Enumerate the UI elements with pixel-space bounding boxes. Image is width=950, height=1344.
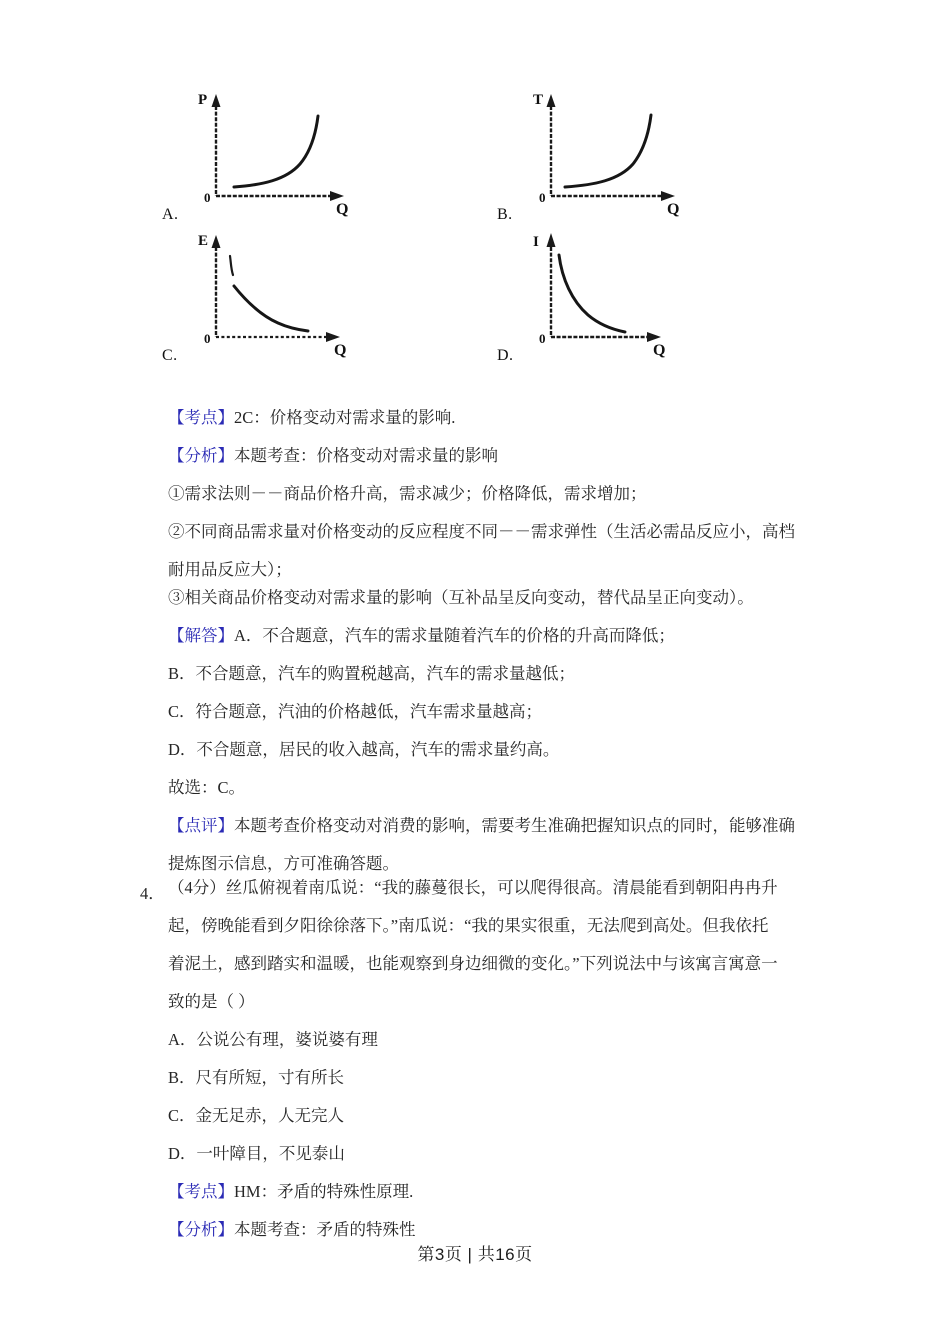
- q4-fenxi-tag: 【分析】: [168, 1220, 234, 1239]
- answer-options-figure: [0, 86, 950, 376]
- figure-option-d: [497, 227, 827, 367]
- graph-b-origin-label: 0: [539, 190, 546, 205]
- q4-kaodian-line: [168, 1184, 413, 1201]
- q4-fenxi-line: [168, 1222, 416, 1239]
- page-footer: [0, 1240, 950, 1265]
- question-4-stem-line-2: 起，傍晚能看到夕阳徐徐落下。”南瓜说：“我的果实很重，无法爬到高处。但我依托: [168, 916, 769, 935]
- q3-jieda-conclusion: 故选：C。: [168, 778, 246, 797]
- q3-jieda-item-b: B．不合题意，汽车的购置税越高，汽车的需求量越低；: [168, 664, 576, 683]
- q3-fenxi-item-3: 耐用品反应大）；: [168, 560, 292, 579]
- fenxi-tag: 【分析】: [168, 446, 234, 465]
- fenxi-text: 本题考查：价格变动对需求量的影响: [234, 446, 498, 465]
- q3-fenxi-item-1: ①需求法则－－商品价格升高，需求减少；价格降低，需求增加；: [168, 484, 647, 503]
- q3-jieda-item-d: D．不合题意，居民的收入越高，汽车的需求量约高。: [168, 740, 560, 759]
- graph-c-x-label: Q: [334, 342, 347, 359]
- graph-a-x-label: Q: [336, 201, 349, 218]
- figure-option-a-letter: A.: [162, 206, 179, 223]
- q3-fenxi-line: [168, 448, 498, 465]
- graph-b-y-label: T: [533, 92, 544, 108]
- graph-a-origin-label: 0: [204, 190, 211, 205]
- graph-d-y-label: I: [533, 234, 539, 250]
- q3-kaodian-line: [168, 410, 455, 427]
- question-4-number: 4．: [140, 884, 165, 903]
- q3-jieda-item-c: C．符合题意，汽油的价格越低，汽车需求量越高；: [168, 702, 543, 721]
- dianping-tag: 【点评】: [168, 816, 234, 835]
- graph-b-x-label: Q: [667, 201, 680, 218]
- jieda-text: A．不合题意，汽车的需求量随着汽车的价格的升高而降低；: [234, 626, 675, 645]
- graph-c-origin-label: 0: [204, 331, 211, 346]
- figure-option-b-letter: B.: [497, 206, 513, 223]
- graph-d-x-label: Q: [653, 342, 666, 359]
- q4-kaodian-text: HM：矛盾的特殊性原理.: [234, 1182, 414, 1201]
- question-4-stem-line-4: 致的是（ ）: [168, 992, 255, 1011]
- question-4-option-c[interactable]: C．金无足赤，人无完人: [168, 1106, 345, 1125]
- q4-kaodian-tag: 【考点】: [168, 1182, 234, 1201]
- figure-option-b: [497, 86, 827, 226]
- question-4-stem-line-1: （4分）丝瓜俯视着南瓜说：“我的藤蔓很长，可以爬得很高。清晨能看到朝阳冉冉升: [168, 878, 778, 897]
- figure-option-d-letter: D.: [497, 347, 514, 364]
- question-4-option-b[interactable]: B．尺有所短，寸有所长: [168, 1068, 345, 1087]
- question-4-option-d[interactable]: D．一叶障目，不见泰山: [168, 1144, 345, 1163]
- q3-dianping-line: [168, 818, 795, 835]
- graph-b: [525, 88, 705, 220]
- figure-option-c-letter: C.: [162, 347, 178, 364]
- kaodian-text: 2C：价格变动对需求量的影响.: [234, 408, 456, 427]
- q3-jieda-line: [168, 628, 675, 645]
- dianping-text: 本题考查价格变动对消费的影响，需要考生准确把握知识点的同时，能够准确: [234, 816, 795, 835]
- question-4-option-a[interactable]: A．公说公有理，婆说婆有理: [168, 1030, 378, 1049]
- page-number-label: 第3页 | 共16页: [417, 1245, 533, 1264]
- q4-fenxi-text: 本题考查：矛盾的特殊性: [234, 1220, 416, 1239]
- q3-fenxi-item-4: ③相关商品价格变动对需求量的影响（互补品呈反向变动，替代品呈正向变动）。: [168, 588, 754, 607]
- q3-dianping-cont: 提炼图示信息，方可准确答题。: [168, 854, 399, 873]
- question-4-stem-line-3: 着泥土，感到踏实和温暖，也能观察到身边细微的变化。”下列说法中与该寓言寓意一: [168, 954, 778, 973]
- figure-option-a: [162, 86, 492, 226]
- graph-c: [190, 229, 370, 361]
- figure-option-c: [162, 227, 492, 367]
- jieda-tag: 【解答】: [168, 626, 234, 645]
- graph-a: [190, 88, 370, 220]
- graph-a-y-label: P: [198, 92, 208, 108]
- graph-c-y-label: E: [198, 233, 209, 249]
- kaodian-tag: 【考点】: [168, 408, 234, 427]
- graph-d-origin-label: 0: [539, 331, 546, 346]
- q3-fenxi-item-2: ②不同商品需求量对价格变动的反应程度不同－－需求弹性（生活必需品反应小，高档: [168, 522, 795, 541]
- graph-d: [525, 229, 705, 361]
